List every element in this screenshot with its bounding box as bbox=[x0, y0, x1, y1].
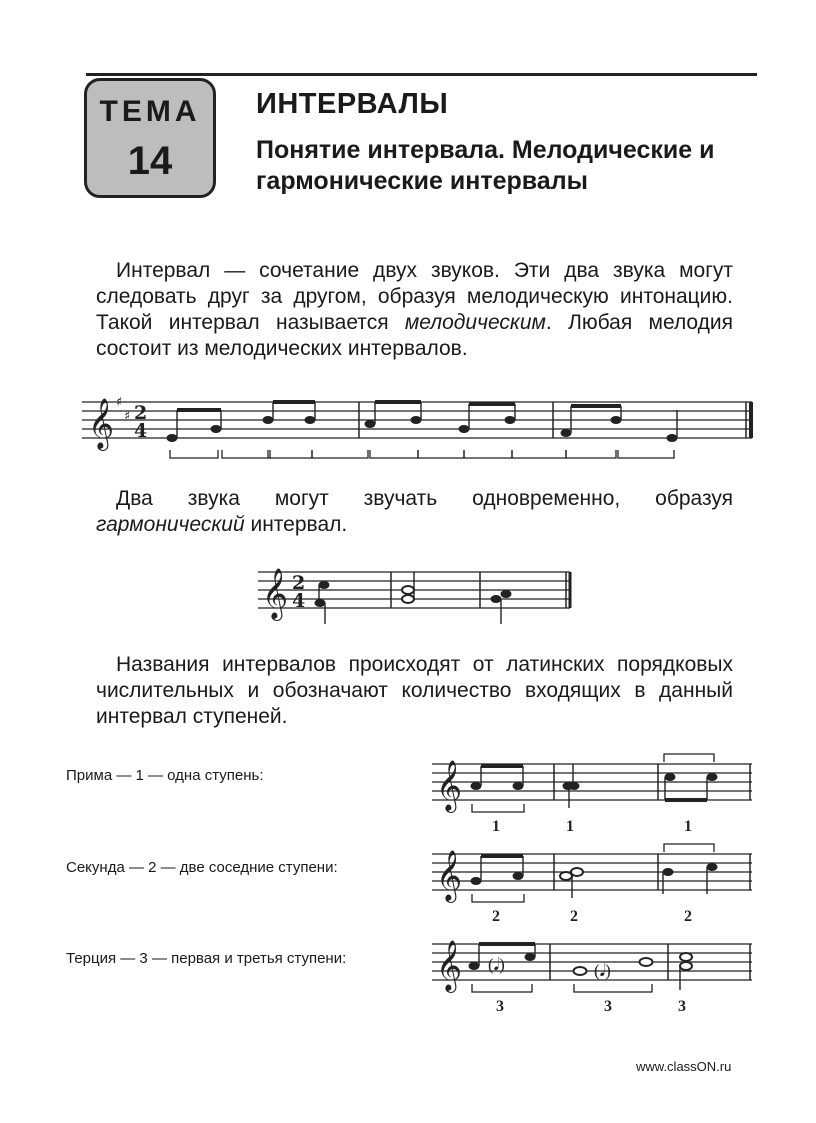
note bbox=[491, 595, 502, 603]
parenthesized-note: (𝅘𝅥) bbox=[594, 961, 611, 980]
note bbox=[402, 595, 414, 603]
paragraph-harmonic-text: Два звука могут звучать одновременно, образуя bbox=[116, 487, 733, 510]
term-harmonic: гармонический bbox=[96, 513, 245, 536]
time-signature-bottom: 4 bbox=[134, 420, 148, 442]
topic-number: 14 bbox=[127, 139, 173, 183]
note bbox=[411, 416, 422, 424]
time-signature-bottom: 4 bbox=[292, 590, 306, 612]
note bbox=[667, 434, 678, 442]
sharp-c-icon: ♯ bbox=[124, 409, 131, 424]
interval-number: 3 bbox=[678, 998, 686, 1015]
note bbox=[680, 962, 692, 970]
note bbox=[513, 872, 524, 880]
source-footer: www.classON.ru bbox=[636, 1059, 732, 1074]
note bbox=[459, 425, 470, 433]
note bbox=[319, 581, 330, 589]
note bbox=[471, 782, 482, 790]
note bbox=[665, 773, 676, 781]
secunda-example-staff bbox=[432, 846, 762, 926]
note bbox=[640, 958, 653, 966]
interval-number: 1 bbox=[492, 818, 500, 835]
note bbox=[402, 586, 414, 594]
note bbox=[707, 773, 718, 781]
note bbox=[263, 416, 274, 424]
tertia-example-staff bbox=[432, 936, 762, 1020]
note bbox=[501, 590, 512, 598]
treble-clef-icon: 𝄞 bbox=[436, 940, 463, 991]
treble-clef-icon: 𝄞 bbox=[88, 398, 115, 449]
interval-label-tertia: Терция — 3 — первая и третья ступени: bbox=[66, 950, 347, 967]
note bbox=[561, 429, 572, 437]
page-title: ИНТЕРВАЛЫ bbox=[256, 88, 449, 120]
note bbox=[663, 868, 674, 876]
time-signature-top: 2 bbox=[292, 572, 306, 594]
note bbox=[680, 953, 692, 961]
harmonic-example-staff bbox=[258, 562, 578, 632]
note bbox=[365, 420, 376, 428]
note bbox=[315, 599, 326, 607]
sharp-f-icon: ♯ bbox=[116, 395, 123, 410]
paragraph-melodic-text: Интервал — сочетание двух звуков. Эти два звука могут следовать друг за другом, образуя мелодическую интонацию. Такой интервал называется bbox=[96, 259, 733, 334]
paragraph-harmonic-end: интервал. bbox=[244, 513, 348, 536]
paragraph-harmonic bbox=[96, 486, 733, 538]
page-subtitle: Понятие интервала. Мелодические и гармонические интервалы bbox=[256, 136, 715, 195]
term-melodic: мелодическим bbox=[404, 311, 546, 334]
paragraph-melodic-end: . Любая мелодия состоит из мелодических интервалов. bbox=[96, 311, 734, 360]
note bbox=[525, 953, 536, 961]
interval-number: 2 bbox=[570, 908, 578, 925]
note bbox=[305, 416, 316, 424]
note bbox=[707, 863, 718, 871]
interval-number: 3 bbox=[604, 998, 612, 1015]
time-signature-top: 2 bbox=[134, 402, 148, 424]
interval-number: 1 bbox=[684, 818, 692, 835]
note bbox=[167, 434, 178, 442]
interval-number: 3 bbox=[496, 998, 504, 1015]
topic-label: ТЕМА bbox=[99, 95, 201, 128]
treble-clef-icon: 𝄞 bbox=[262, 568, 289, 619]
note bbox=[574, 967, 587, 975]
note bbox=[471, 877, 482, 885]
note bbox=[469, 962, 480, 970]
treble-clef-icon: 𝄞 bbox=[436, 850, 463, 901]
melodic-example-staff bbox=[82, 392, 762, 472]
interval-number: 2 bbox=[492, 908, 500, 925]
note bbox=[569, 782, 580, 790]
treble-clef-icon: 𝄞 bbox=[436, 760, 463, 811]
parenthesized-note: (𝅘𝅥) bbox=[488, 955, 505, 974]
paragraph-melodic bbox=[96, 258, 733, 362]
top-rule bbox=[86, 73, 757, 76]
note bbox=[505, 416, 516, 424]
interval-number: 1 bbox=[566, 818, 574, 835]
note bbox=[211, 425, 222, 433]
prima-example-staff bbox=[432, 756, 762, 836]
note bbox=[571, 868, 583, 876]
note bbox=[611, 416, 622, 424]
paragraph-names: Названия интервалов происходят от латинских порядковых числительных и обозначают количество входящих в данный интервал ступеней. bbox=[96, 653, 733, 728]
interval-number: 2 bbox=[684, 908, 692, 925]
interval-label-secunda: Секунда — 2 — две соседние ступени: bbox=[66, 859, 338, 876]
topic-badge bbox=[84, 78, 216, 198]
interval-label-prima: Прима — 1 — одна ступень: bbox=[66, 767, 264, 784]
note bbox=[513, 782, 524, 790]
